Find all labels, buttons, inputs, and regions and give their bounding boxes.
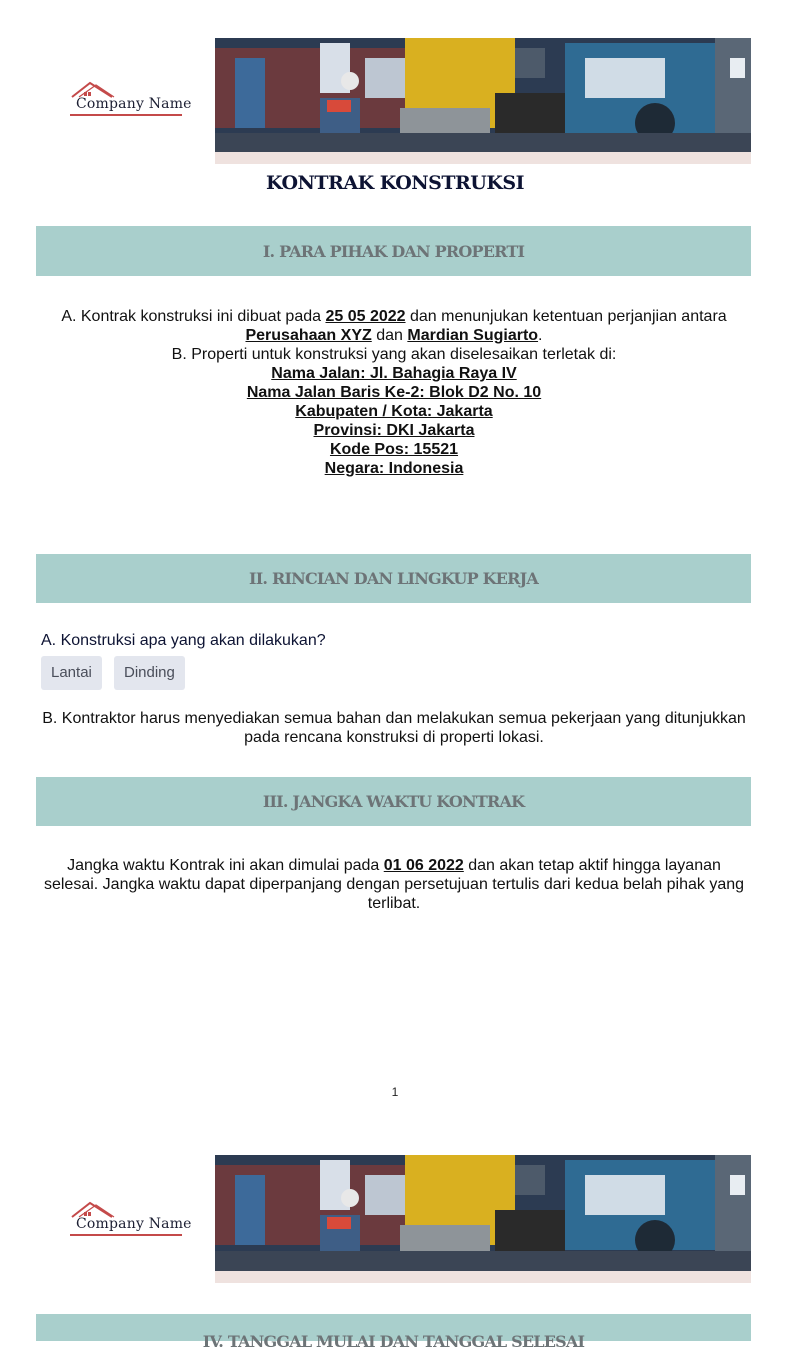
logo-text: Company Name <box>76 1216 192 1232</box>
term-suffix: dan akan tetap aktif hingga layanan selesai. Jangka waktu dapat diperpanjang dengan persetujuan tertulis dari kedua belah pihak yang terlibat. <box>43 857 745 912</box>
contractor-obligation: B. Kontraktor harus menyediakan semua bahan dan melakukan semua pekerjaan yang ditunjukkan pada rencana konstruksi di properti lokasi. <box>42 710 746 746</box>
intro-mid: dan menunjukan ketentuan perjanjian antara <box>405 308 727 325</box>
intro-prefix: A. Kontrak konstruksi ini dibuat pada <box>61 308 326 325</box>
address-street-2: Nama Jalan Baris Ke-2: Blok D2 No. 10 <box>246 384 542 401</box>
party-two: Mardian Sugiarto <box>407 327 539 344</box>
company-logo <box>70 81 190 121</box>
section-header-1 <box>36 226 751 276</box>
contract-date: 25 05 2022 <box>325 308 406 325</box>
intro-period: . <box>538 327 543 344</box>
construction-banner-image-2 <box>215 1155 751 1271</box>
company-logo-2 <box>70 1201 190 1241</box>
address-country: Negara: Indonesia <box>324 460 464 477</box>
address-province: Provinsi: DKI Jakarta <box>313 422 475 439</box>
page-number: 1 <box>391 1085 399 1099</box>
intro-and: dan <box>371 327 408 344</box>
section-title-3: III. JANGKA WAKTU KONTRAK <box>262 792 525 811</box>
contract-intro <box>40 307 748 478</box>
address-postcode: Kode Pos: 15521 <box>329 441 459 458</box>
section-header-2 <box>36 554 751 603</box>
address-street: Nama Jalan: Jl. Bahagia Raya IV <box>271 365 517 382</box>
address-city: Kabupaten / Kota: Jakarta <box>295 403 493 420</box>
party-one: Perusahaan XYZ <box>245 327 372 344</box>
property-intro: B. Properti untuk konstruksi yang akan diselesaikan terletak di: <box>171 346 617 363</box>
option-dinding[interactable]: Dinding <box>114 656 185 690</box>
page-header <box>0 38 790 168</box>
section-title-4: IV. TANGGAL MULAI DAN TANGGAL SELESAI <box>202 1332 585 1351</box>
construction-banner-image <box>215 38 751 152</box>
section-header-4 <box>36 1314 751 1351</box>
logo-text: Company Name <box>76 96 192 112</box>
contract-term-text <box>40 856 748 913</box>
document-title: KONTRAK KONSTRUKSI <box>266 172 524 194</box>
page-header-2 <box>0 1155 790 1285</box>
option-lantai[interactable]: Lantai <box>41 656 102 690</box>
section-header-3 <box>36 777 751 826</box>
logo-underline <box>70 1234 182 1236</box>
banner-accent-strip <box>215 152 751 164</box>
section-title-1: I. PARA PIHAK DAN PROPERTI <box>262 241 525 261</box>
logo-underline <box>70 114 182 116</box>
term-prefix: Jangka waktu Kontrak ini akan dimulai pada <box>67 857 384 874</box>
section-title-2: II. RINCIAN DAN LINGKUP KERJA <box>249 569 538 588</box>
banner-accent-strip-2 <box>215 1271 751 1283</box>
start-date: 01 06 2022 <box>383 857 464 874</box>
construction-question: A. Konstruksi apa yang akan dilakukan? <box>41 632 326 649</box>
